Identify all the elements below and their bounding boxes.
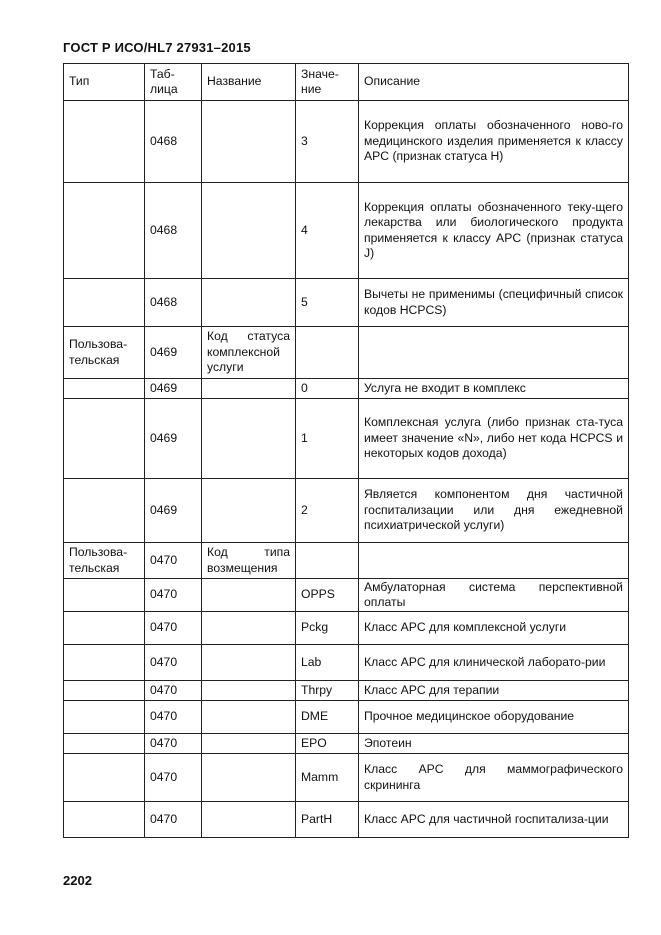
code-table: [63, 63, 629, 838]
cell-table: 0469: [145, 399, 202, 479]
cell-table: 0468: [145, 183, 202, 279]
header-row: [64, 64, 629, 101]
cell-value: PartH: [296, 802, 359, 838]
table-row: [64, 802, 629, 838]
cell-type: [64, 681, 145, 701]
cell-type: [64, 701, 145, 734]
column-header-value-label: Значе- ние: [301, 66, 339, 96]
cell-description: Класс APC для частичной госпитализа-ции: [359, 802, 629, 838]
table-row: [64, 183, 629, 279]
page-number: 2202: [63, 873, 92, 888]
cell-name: [202, 681, 296, 701]
cell-table: 0470: [145, 579, 202, 612]
cell-description: Эпотеин: [359, 734, 629, 754]
cell-type: [64, 734, 145, 754]
cell-type: [64, 802, 145, 838]
table-row: [64, 579, 629, 612]
cell-name: [202, 734, 296, 754]
cell-description: [359, 327, 629, 379]
cell-name: Код статуса комплексной услуги: [202, 327, 296, 379]
cell-description: Коррекция оплаты обозначенного теку-щего лекарства или биологического продукта применяется к классу APC (признак статуса J): [359, 183, 629, 279]
table-row: [64, 399, 629, 479]
cell-type: [64, 612, 145, 645]
cell-value: Lab: [296, 645, 359, 681]
cell-name: [202, 399, 296, 479]
table-row: [64, 379, 629, 399]
cell-description: Класс APC для комплексной услуги: [359, 612, 629, 645]
table-row: [64, 479, 629, 543]
cell-value: 1: [296, 399, 359, 479]
cell-name: [202, 754, 296, 802]
table-row: [64, 645, 629, 681]
cell-type: [64, 101, 145, 183]
cell-description: Класс APC для терапии: [359, 681, 629, 701]
cell-table: 0470: [145, 734, 202, 754]
cell-value: DME: [296, 701, 359, 734]
cell-name: [202, 645, 296, 681]
cell-value: 4: [296, 183, 359, 279]
table-row: [64, 279, 629, 327]
cell-name: [202, 183, 296, 279]
cell-name: [202, 379, 296, 399]
table-row: [64, 327, 629, 379]
cell-table: 0469: [145, 327, 202, 379]
cell-value: [296, 543, 359, 579]
cell-description: Комплексная услуга (либо признак ста-туса имеет значение «N», либо нет кода HCPCS и некоторых кодов дохода): [359, 399, 629, 479]
cell-table: 0470: [145, 681, 202, 701]
cell-type: [64, 183, 145, 279]
cell-type: [64, 379, 145, 399]
cell-value: 2: [296, 479, 359, 543]
column-header-type: Тип: [64, 64, 145, 101]
column-header-table: [145, 64, 202, 101]
table-row: [64, 734, 629, 754]
cell-name: [202, 802, 296, 838]
table-row: [64, 754, 629, 802]
table-row: [64, 681, 629, 701]
cell-type: [64, 645, 145, 681]
table-row: [64, 543, 629, 579]
cell-name: [202, 279, 296, 327]
cell-table: 0470: [145, 645, 202, 681]
cell-value: [296, 327, 359, 379]
cell-value: 5: [296, 279, 359, 327]
cell-name: [202, 479, 296, 543]
cell-table: 0470: [145, 543, 202, 579]
cell-description: Услуга не входит в комплекс: [359, 379, 629, 399]
column-header-table-label: Таб- лица: [150, 66, 178, 96]
cell-table: 0468: [145, 101, 202, 183]
cell-name: [202, 101, 296, 183]
cell-value: 3: [296, 101, 359, 183]
column-header-description: Описание: [359, 64, 629, 101]
cell-value: 0: [296, 379, 359, 399]
cell-description: Прочное медицинское оборудование: [359, 701, 629, 734]
column-header-name: Название: [202, 64, 296, 101]
cell-name: Код типа возмещения: [202, 543, 296, 579]
cell-table: 0470: [145, 612, 202, 645]
cell-value: Pckg: [296, 612, 359, 645]
cell-type: [64, 754, 145, 802]
cell-description: Амбулаторная система перспективной оплаты: [359, 579, 629, 612]
cell-table: 0470: [145, 754, 202, 802]
cell-description: [359, 543, 629, 579]
table-row: [64, 612, 629, 645]
cell-table: 0470: [145, 802, 202, 838]
cell-type: [64, 579, 145, 612]
column-header-value: [296, 64, 359, 101]
table-row: [64, 101, 629, 183]
cell-table: 0469: [145, 479, 202, 543]
table-row: [64, 701, 629, 734]
cell-table: 0470: [145, 701, 202, 734]
cell-type: [64, 399, 145, 479]
cell-type: Пользова-тельская: [64, 543, 145, 579]
cell-type: [64, 479, 145, 543]
cell-value: Thrpy: [296, 681, 359, 701]
cell-description: Вычеты не применимы (специфичный список кодов HCPCS): [359, 279, 629, 327]
cell-table: 0468: [145, 279, 202, 327]
cell-name: [202, 579, 296, 612]
cell-name: [202, 701, 296, 734]
cell-description: Является компонентом дня частичной госпитализации или дня ежедневной психиатрической услуги): [359, 479, 629, 543]
cell-type: Пользова-тельская: [64, 327, 145, 379]
cell-description: Класс APC для клинической лаборато-рии: [359, 645, 629, 681]
cell-name: [202, 612, 296, 645]
cell-value: EPO: [296, 734, 359, 754]
cell-value: OPPS: [296, 579, 359, 612]
document-header: ГОСТ Р ИСО/HL7 27931–2015: [63, 40, 251, 55]
cell-description: Класс APC для маммографического скрининга: [359, 754, 629, 802]
cell-value: Mamm: [296, 754, 359, 802]
cell-type: [64, 279, 145, 327]
cell-description: Коррекция оплаты обозначенного ново-го медицинского изделия применяется к классу APC (признак статуса H): [359, 101, 629, 183]
cell-table: 0469: [145, 379, 202, 399]
